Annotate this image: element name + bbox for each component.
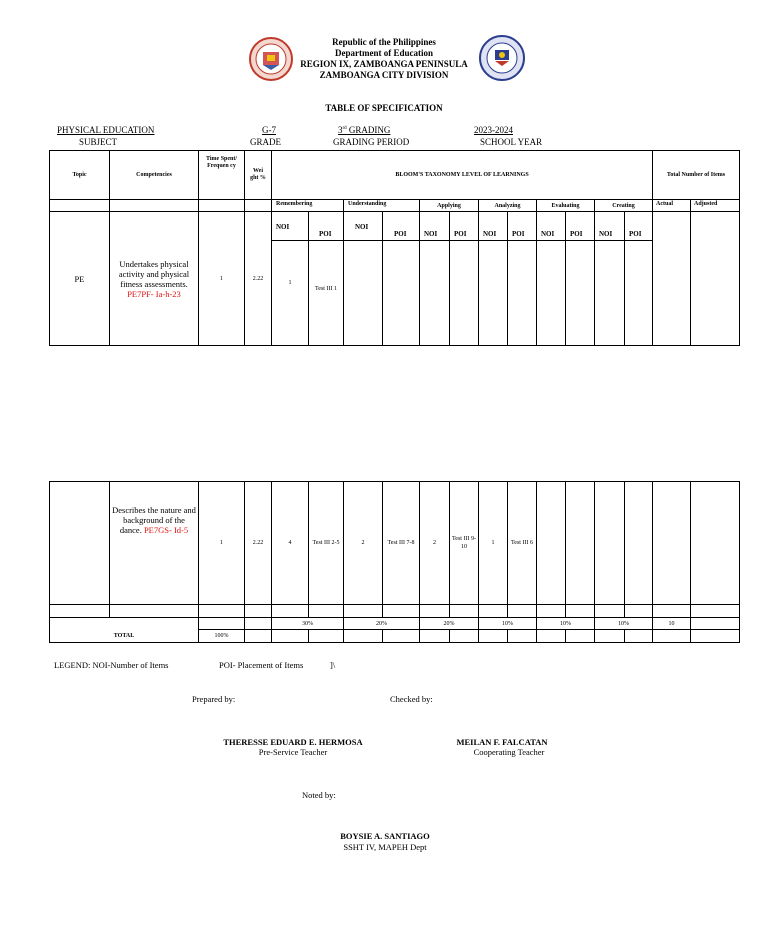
noted-by-name: BOYSIE A. SANTIAGO [340,831,430,841]
noi-label: NOI [541,230,555,238]
noted-by-role: SSHT IV, MAPEH Dept [343,842,427,852]
level-remembering: Remembering [276,201,313,207]
subject-label: SUBJECT [79,137,118,147]
row2-app-poi: Test III 9-10 [452,536,476,550]
total-items-actual: 10 [668,620,675,627]
row1-code: PE7PF- Ia-h-23 [127,288,181,299]
poi-label: POI [454,230,467,238]
row2-time: 1 [220,540,223,546]
level-understanding: Understanding [348,201,387,207]
row1-topic: PE [74,273,85,284]
poi-label: POI [512,230,525,238]
row2-rem-noi: 4 [288,540,292,546]
level-applying: Applying [437,202,461,209]
grading-value: 3rd GRADING [338,125,391,135]
header-line-2: Department of Education [335,48,433,58]
percent-remembering: 30% [302,620,313,627]
row2-und-poi: Test III 7-8 [387,540,415,546]
grade-value: G-7 [262,125,276,135]
header-time-spent: Time Spent/ Frequen cy [205,156,238,169]
poi-label: POI [394,230,407,238]
row1-weight: 2.22 [252,275,264,282]
percent-understanding: 20% [376,620,387,627]
percent-creating: 10% [618,620,629,627]
row2-und-noi: 2 [361,540,365,546]
noted-by-label: Noted by: [302,790,336,800]
checked-by-role: Cooperating Teacher [473,747,545,757]
poi-label: POI [319,230,332,238]
row2-rem-poi: Test III 2-5 [312,540,340,546]
header-line-4: ZAMBOANGA CITY DIVISION [319,70,449,80]
legend-poi: POI- Placement of Items [219,660,304,670]
noi-label: NOI [355,223,369,231]
header-topic: Topic [72,172,87,178]
noi-label: NOI [424,230,438,238]
poi-label: POI [570,230,583,238]
header-line-3: REGION IX, ZAMBOANGA PENINSULA [300,59,468,69]
percent-evaluating: 10% [560,620,571,627]
total-label: TOTAL [113,633,135,639]
header-line-1: Republic of the Philippines [332,37,436,47]
prepared-by-label: Prepared by: [192,694,236,704]
level-evaluating: Evaluating [551,202,580,209]
noi-label: NOI [599,230,613,238]
noi-label: NOI [483,230,497,238]
row2-competency: Describes the nature and background of the dance. PE7GS- Id-5 [112,505,196,535]
row1-rem-noi: 1 [288,280,292,286]
right-seal [479,35,525,81]
row1-time: 1 [220,275,223,282]
header-weight: Wei ght % [250,168,266,181]
legend-noi: LEGEND: NOI-Number of Items [54,660,169,670]
grading-label: GRADING PERIOD [333,137,410,147]
header-bloom: BLOOM'S TAXONOMY LEVEL OF LEARNINGS [395,172,529,178]
row1-rem-poi: Test III 1 [315,285,337,292]
row2-app-noi: 2 [433,540,436,546]
grade-label: GRADE [250,137,281,147]
checked-by-name: MEILAN F. FALCATAN [456,737,548,747]
year-value: 2023-2024 [474,125,513,135]
percent-analyzing: 10% [502,620,513,627]
poi-label: POI [629,230,642,238]
row2-ana-noi: 1 [491,540,495,546]
header-actual: Actual [656,201,673,207]
total-percent: 100% [214,633,229,639]
legend-mark: ]\ [330,660,336,670]
year-label: SCHOOL YEAR [480,137,543,147]
row1-competency: Undertakes physical activity and physical fitness assessments. PE7PF- Ia-h-23 [118,258,190,299]
document-title: TABLE OF SPECIFICATION [325,103,443,113]
header-total-items: Total Number of Items [666,172,726,178]
header-adjusted: Adjusted [694,201,718,207]
prepared-by-role: Pre-Service Teacher [258,747,328,757]
percent-applying: 20% [443,620,455,627]
row2-code: PE7GS- Id-5 [143,525,189,535]
prepared-by-name: THERESSE EDUARD E. HERMOSA [223,737,363,747]
checked-by-label: Checked by: [390,694,433,704]
row2-ana-poi: Test III 6 [511,540,533,546]
header-competencies: Competencies [136,172,172,178]
noi-label: NOI [276,223,290,231]
subject-value: PHYSICAL EDUCATION [57,125,155,135]
level-analyzing: Analyzing [494,202,521,209]
row2-weight: 2.22 [252,540,264,546]
level-creating: Creating [612,202,635,209]
